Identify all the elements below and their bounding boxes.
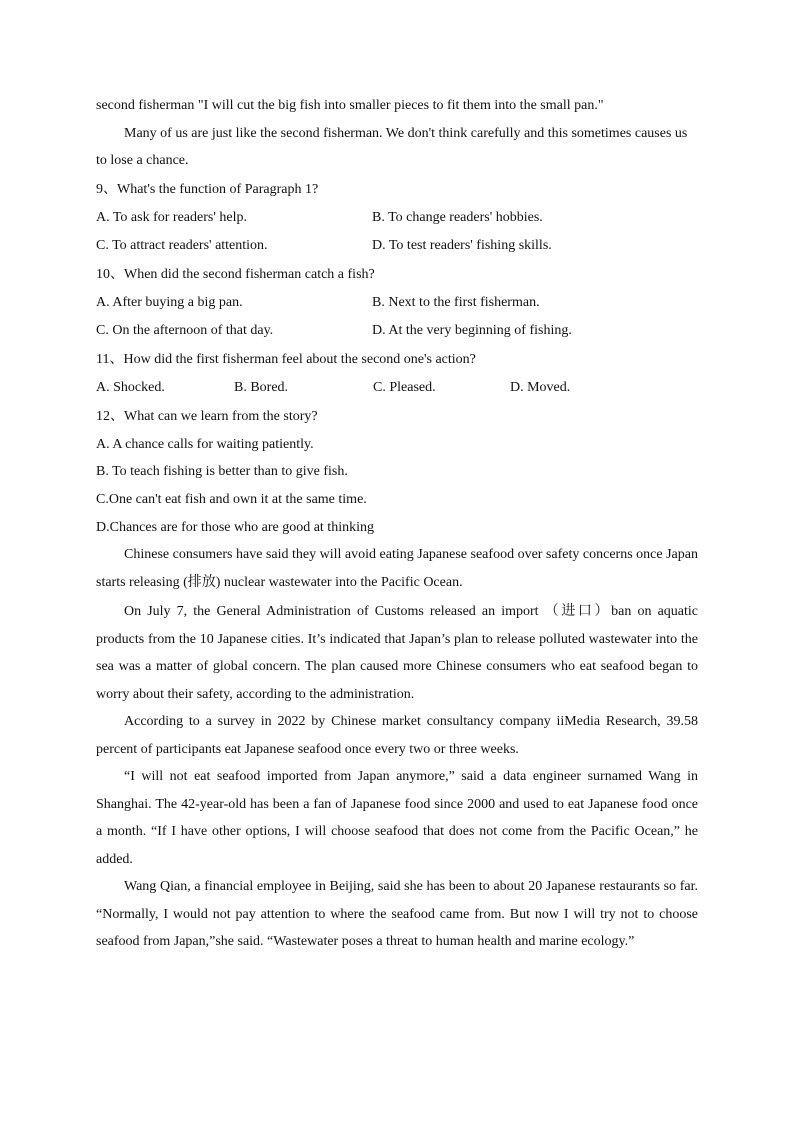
option-a: A. Shocked. bbox=[96, 379, 165, 395]
option-a: A. After buying a big pan. bbox=[96, 294, 243, 310]
question-stem: 12、What can we learn from the story? bbox=[96, 408, 318, 424]
question-11 bbox=[96, 345, 698, 402]
option-c: C. On the afternoon of that day. bbox=[96, 322, 274, 338]
option-b: B. Next to the first fisherman. bbox=[372, 294, 540, 310]
question-stem: 10、When did the second fisherman catch a fish? bbox=[96, 266, 375, 282]
option-a: A. A chance calls for waiting patiently. bbox=[96, 436, 314, 452]
paragraph: Chinese consumers have said they will avoid eating Japanese seafood over safety concerns once Japan starts releasing (排放) nuclear wastewater into the Pacific Ocean. bbox=[96, 547, 698, 590]
option-d: D. Moved. bbox=[510, 379, 571, 395]
passage1-last-line: second fisherman "I will cut the big fish into smaller pieces to fit them into the small pan." bbox=[96, 98, 604, 113]
option-c: C. Pleased. bbox=[373, 379, 436, 395]
exam-page bbox=[96, 92, 698, 956]
question-10 bbox=[96, 260, 698, 345]
paragraph: According to a survey in 2022 by Chinese market consultancy company iiMedia Research, 39.58 percent of participants eat Japanese seafood once every two or three weeks. bbox=[96, 714, 698, 757]
question-stem: 11、How did the first fisherman feel about the second one's action? bbox=[96, 351, 476, 367]
option-d: D. At the very beginning of fishing. bbox=[372, 322, 572, 338]
question-9 bbox=[96, 175, 698, 260]
option-b: B. To teach fishing is better than to give fish. bbox=[96, 464, 348, 480]
option-b: B. Bored. bbox=[234, 379, 289, 395]
option-d: D. To test readers' fishing skills. bbox=[372, 237, 552, 253]
option-d: D.Chances are for those who are good at thinking bbox=[96, 519, 374, 535]
option-c: C. To attract readers' attention. bbox=[96, 237, 268, 253]
option-a: A. To ask for readers' help. bbox=[96, 209, 247, 225]
question-stem: 9、What's the function of Paragraph 1? bbox=[96, 181, 319, 197]
paragraph: On July 7, the General Administration of Customs released an import （进口）ban on aquatic products from the 10 Japanese cities. It’s indicated that Japan’s plan to release polluted wastewater into the sea was a matter of global concern. The plan caused more Chinese consumers who eat seafood began to worry about their safety, according to the administration. bbox=[96, 604, 698, 702]
option-c: C.One can't eat fish and own it at the same time. bbox=[96, 491, 367, 507]
passage2 bbox=[96, 541, 698, 956]
paragraph: Wang Qian, a financial employee in Beijing, said she has been to about 20 Japanese restaurants so far. “Normally, I would not pay attention to where the seafood came from. But now I will try not to choose seafood from Japan,”she said. “Wastewater poses a threat to human health and marine ecology.” bbox=[96, 879, 698, 950]
passage1-conclusion: Many of us are just like the second fisherman. We don't think carefully and this sometimes causes us to lose a chance. bbox=[96, 125, 688, 168]
option-b: B. To change readers' hobbies. bbox=[372, 209, 543, 225]
question-12 bbox=[96, 402, 698, 542]
paragraph: “I will not eat seafood imported from Japan anymore,” said a data engineer surnamed Wang in Shanghai. The 42-year-old has been a fan of Japanese food since 2000 and used to eat Japanese food once a month. “If I have other options, I will choose seafood that does not come from the Pacific Ocean,” he added. bbox=[96, 769, 698, 867]
